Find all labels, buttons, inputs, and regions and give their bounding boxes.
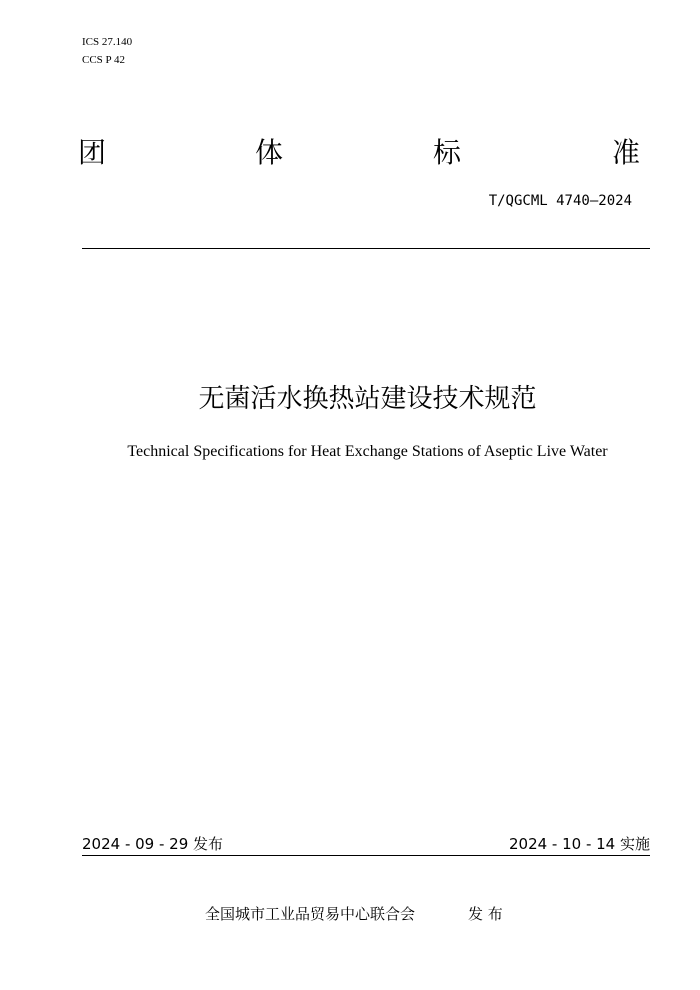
standard-type-char-2: 体 xyxy=(255,136,284,169)
publisher-name: 全国城市工业品贸易中心联合会 xyxy=(205,905,416,923)
ccs-code: CCS P 42 xyxy=(82,54,126,66)
bottom-divider xyxy=(82,855,650,856)
standard-type-char-1: 团 xyxy=(78,136,107,169)
publish-label: 发 布 xyxy=(468,905,503,923)
standard-type-char-4: 准 xyxy=(612,136,641,169)
title-english: Technical Specifications for Heat Exchange Stations of Aseptic Live Water xyxy=(127,443,608,460)
standard-type-char-3: 标 xyxy=(433,136,462,169)
implement-date: 2024 - 10 - 14 实施 xyxy=(508,835,650,853)
publish-date: 2024 - 09 - 29 发布 xyxy=(82,835,224,853)
title-chinese: 无菌活水换热站建设技术规范 xyxy=(198,384,537,414)
standard-code: T/QGCML 4740—2024 xyxy=(488,193,632,209)
ics-code: ICS 27.140 xyxy=(82,36,133,48)
top-divider xyxy=(82,248,650,249)
